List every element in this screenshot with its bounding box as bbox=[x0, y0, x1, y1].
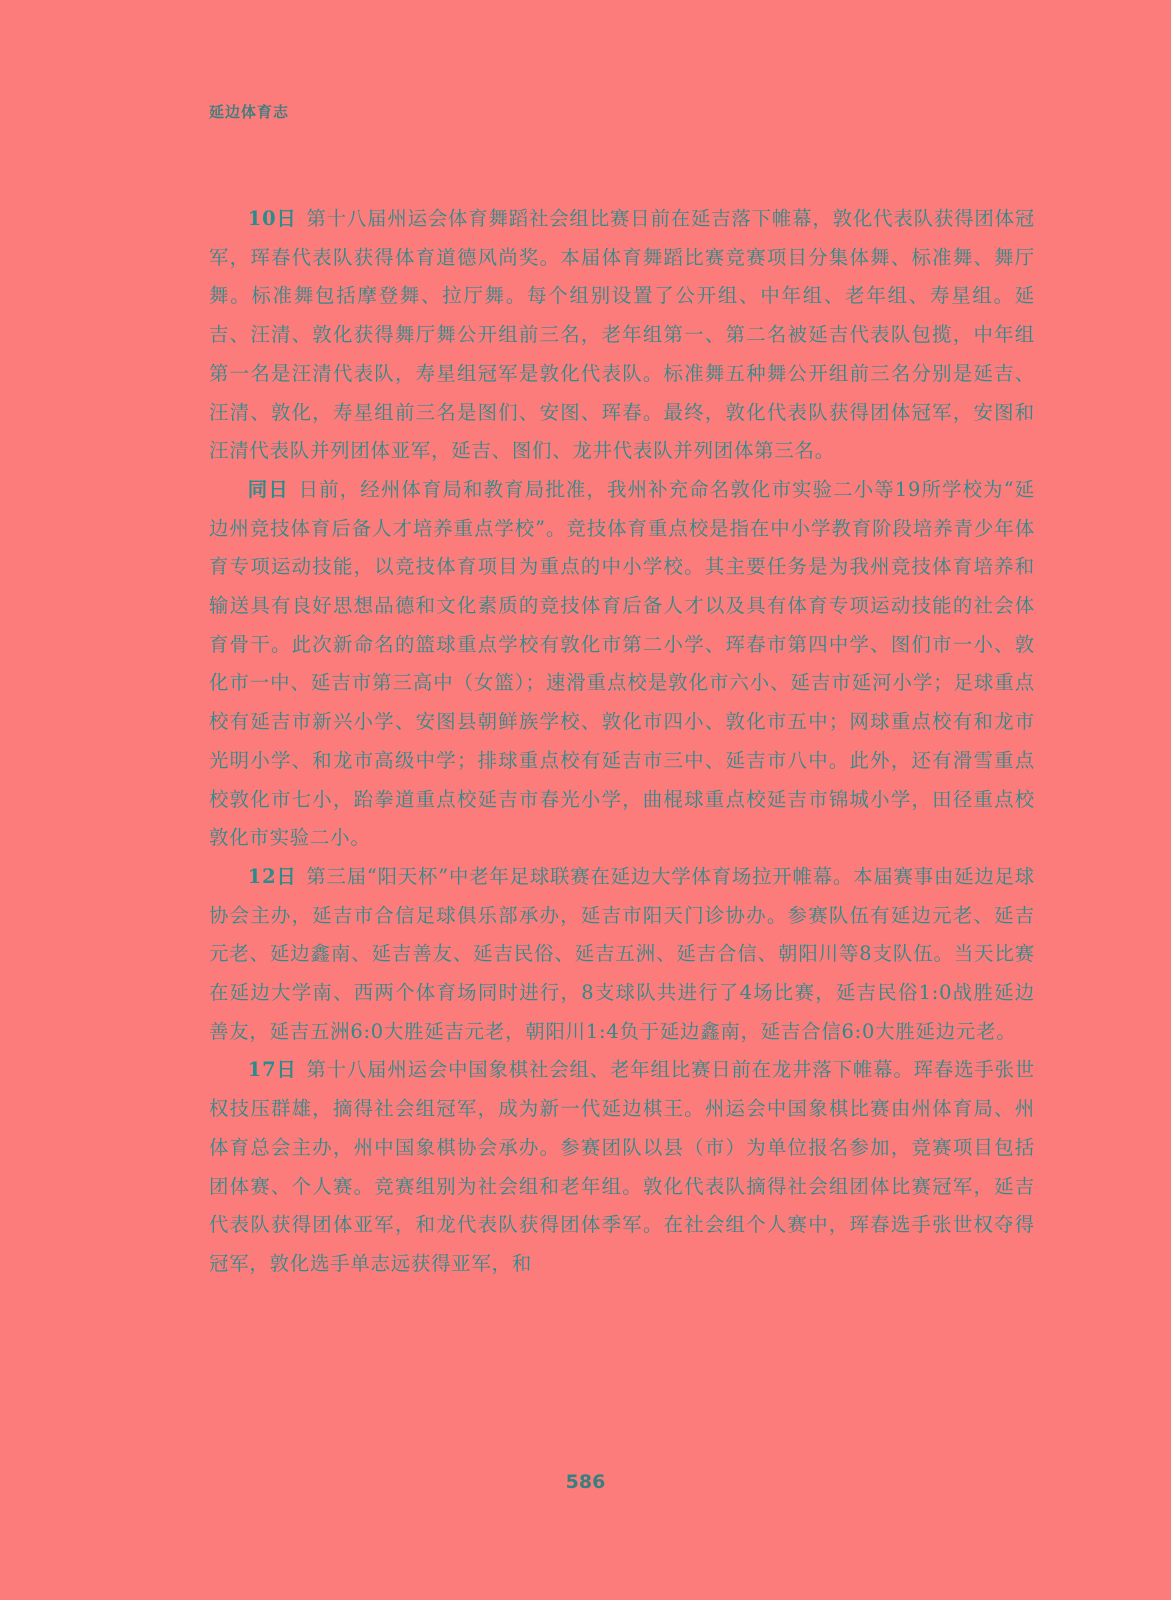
entry-paragraph bbox=[209, 1051, 1035, 1283]
main-text bbox=[209, 200, 1035, 1284]
entry-date: 同日 bbox=[247, 477, 289, 501]
entry-text: 第十八届州运会体育舞蹈社会组比赛日前在延吉落下帷幕，敦化代表队获得团体冠军，珲春代表队获得体育道德风尚奖。本届体育舞蹈比赛竞赛项目分集体舞、标准舞、舞厅舞。标准舞包括摩登舞、拉厅舞。每个组别设置了公开组、中年组、老年组、寿星组。延吉、汪清、敦化获得舞厅舞公开组前三名，老年组第一、第二名被延吉代表队包揽，中年组第一名是汪清代表队，寿星组冠军是敦化代表队。标准舞五种舞公开组前三名分别是延吉、汪清、敦化，寿星组前三名是图们、安图、珲春。最终，敦化代表队获得团体冠军，安图和汪清代表队并列团体亚军，延吉、图们、龙井代表队并列团体第三名。 bbox=[209, 207, 1035, 463]
entry-paragraph bbox=[209, 858, 1035, 1052]
entry-text: 日前，经州体育局和教育局批准，我州补充命名敦化市实验二小等19所学校为“延边州竞技体育后备人才培养重点学校”。竞技体育重点校是指在中小学教育阶段培养青少年体育专项运动技能，以竞技体育项目为重点的中小学校。其主要任务是为我州竞技体育培养和输送具有良好思想品德和文化素质的竞技体育后备人才以及具有体育专项运动技能的社会体育骨干。此次新命名的篮球重点学校有敦化市第二小学、珲春市第四中学、图们市一小、敦化市一中、延吉市第三高中（女篮）；速滑重点校是敦化市六小、延吉市延河小学；足球重点校有延吉市新兴小学、安图县朝鲜族学校、敦化市四小、敦化市五中；网球重点校有和龙市光明小学、和龙市高级中学；排球重点校有延吉市三中、延吉市八中。此外，还有滑雪重点校敦化市七小，跆拳道重点校延吉市春光小学，曲棍球重点校延吉市锦城小学，田径重点校敦化市实验二小。 bbox=[209, 477, 1035, 850]
entry-date: 12日 bbox=[247, 864, 297, 888]
entry-date: 10日 bbox=[247, 207, 297, 230]
page-number: 586 bbox=[565, 1471, 606, 1493]
entry-paragraph bbox=[209, 471, 1035, 858]
running-header: 延边体育志 bbox=[209, 103, 290, 121]
entry-text: 第十八届州运会中国象棋社会组、老年组比赛日前在龙井落下帷幕。珲春选手张世权技压群雄，摘得社会组冠军，成为新一代延边棋王。州运会中国象棋比赛由州体育局、州体育总会主办，州中国象棋协会承办。参赛团队以县（市）为单位报名参加，竞赛项目包括团体赛、个人赛。竞赛组别为社会组和老年组。敦化代表队摘得社会组团体比赛冠军，延吉代表队获得团体亚军，和龙代表队获得团体季军。在社会组个人赛中，珲春选手张世权夺得冠军，敦化选手单志远获得亚军，和 bbox=[209, 1058, 1035, 1275]
entry-paragraph bbox=[209, 200, 1035, 471]
entry-date: 17日 bbox=[247, 1058, 297, 1082]
entry-text: 第三届“阳天杯”中老年足球联赛在延边大学体育场拉开帷幕。本届赛事由延边足球协会主办，延吉市合信足球俱乐部承办，延吉市阳天门诊协办。参赛队伍有延边元老、延吉元老、延边鑫南、延吉善友、延吉民俗、延吉五洲、延吉合信、朝阳川等8支队伍。当天比赛在延边大学南、西两个体育场同时进行，8支球队共进行了4场比赛，延吉民俗1:0战胜延边善友，延吉五洲6:0大胜延吉元老，朝阳川1:4负于延边鑫南，延吉合信6:0大胜延边元老。 bbox=[209, 864, 1035, 1043]
